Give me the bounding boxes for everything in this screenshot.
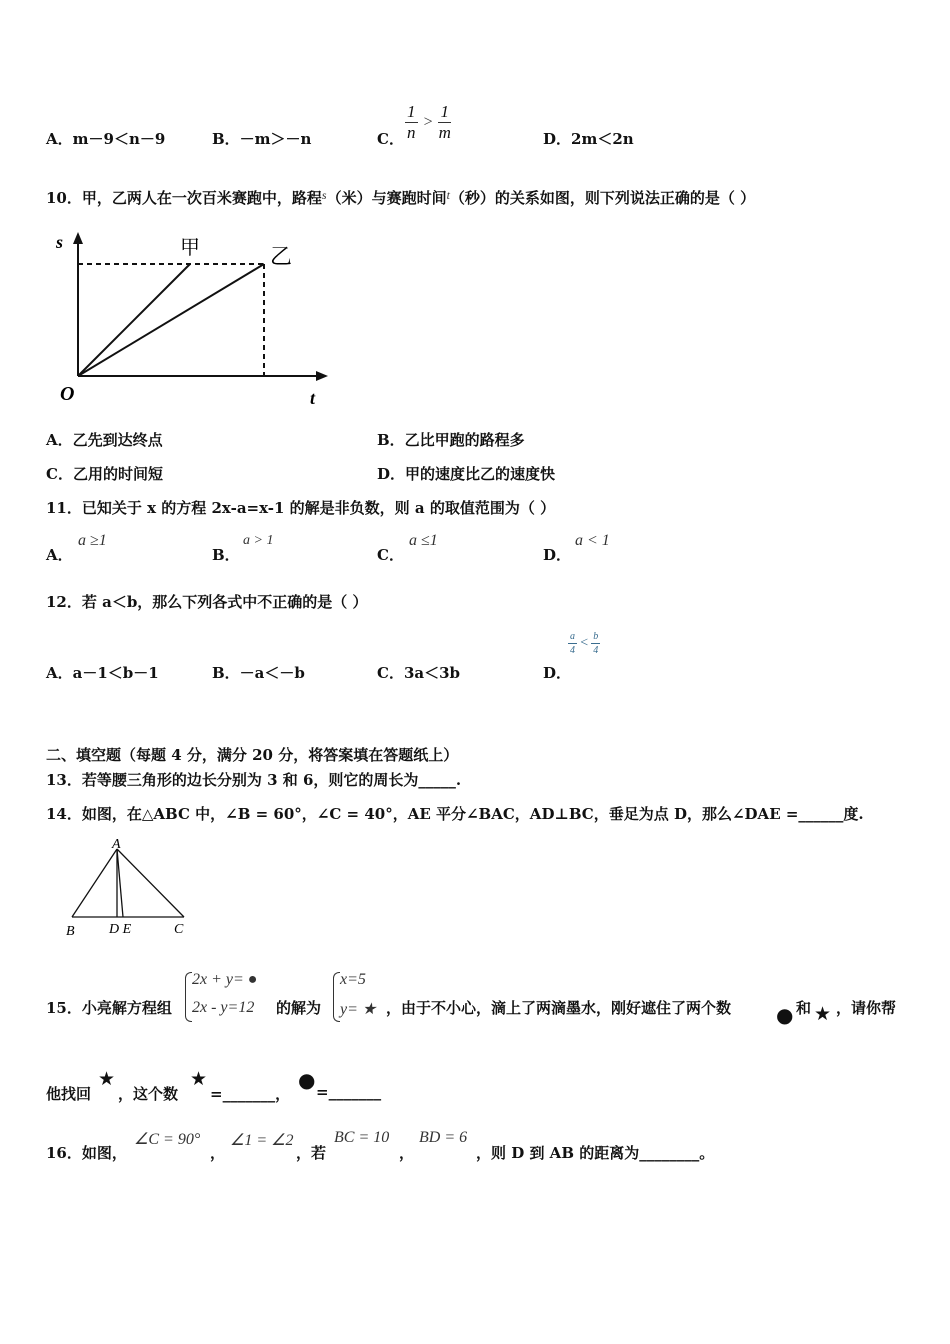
q12-d-den2: 4: [593, 645, 599, 656]
q11-option-b-expr: a > 1: [243, 533, 274, 548]
q10-stem-2: （米）与赛跑时间: [326, 189, 447, 207]
q15-line2-a: 他找回: [46, 1085, 92, 1103]
q15-rest: ，由于不小心，滴上了两滴墨水，刚好遮住了两个数: [386, 999, 732, 1017]
q12-option-b: B．－a＜－b: [212, 664, 305, 682]
q11-option-b-label: B．: [212, 546, 240, 564]
q11-stem: 11．已知关于 x 的方程 2x-a=x-1 的解是非负数，则 a 的取值范围为（ ）: [46, 499, 556, 517]
q14-label-de: D E: [109, 922, 132, 937]
q9-c-den2: m: [438, 123, 451, 142]
q14-label-a: A: [112, 837, 121, 852]
q14-label-c: C: [174, 922, 184, 937]
q16-expr3: BC = 10: [334, 1129, 390, 1146]
q10-line-yi: [78, 264, 264, 376]
q13-stem: 13．若等腰三角形的边长分别为 3 和 6，则它的周长为_____.: [46, 771, 462, 789]
q10-var-s: s: [321, 188, 327, 202]
q14-stem: 14．如图，在△ABC 中，∠B = 60°，∠C = 40°，AE 平分∠BAC，AD⊥BC，垂足为点 D，那么∠DAE =______度.: [46, 805, 864, 823]
q9-option-b: B．－m＞－n: [212, 130, 312, 148]
q9-option-c: C．: [377, 130, 404, 148]
q11-option-a-expr: a ≥1: [78, 532, 107, 549]
q12-d-lt: <: [580, 635, 589, 651]
q15-end: ，请你帮: [836, 999, 897, 1017]
q10-var-t: t: [446, 188, 450, 202]
q15-sol1: x=5: [340, 971, 366, 988]
q16-prefix: 16．如图，: [46, 1144, 127, 1162]
q15-line2-d: =_______: [316, 1083, 382, 1101]
q9-option-c-expression: [405, 102, 451, 143]
q15-solution-brace: [333, 972, 340, 1022]
q16-sep2: ，若: [296, 1144, 327, 1162]
q10-option-b: B．乙比甲跑的路程多: [377, 431, 525, 449]
q16-expr1: ∠C = 90°: [134, 1131, 201, 1148]
q10-label-t: t: [310, 388, 316, 408]
q15-sol2: y= ★: [340, 1001, 377, 1018]
q11-option-a-label: A．: [46, 546, 73, 564]
q15-dot-icon: ●: [776, 1003, 794, 1027]
q9-option-d: D．2m＜2n: [543, 130, 634, 148]
q16-expr4: BD = 6: [419, 1129, 468, 1146]
q15-eq1: 2x + y= ●: [192, 971, 258, 988]
section-heading: 二、填空题（每题 4 分，满分 20 分，将答案填在答题纸上）: [46, 746, 459, 764]
q11-option-c-label: C．: [377, 546, 404, 564]
q16-sep3: ，: [399, 1144, 415, 1162]
q11-option-c-expr: a ≤1: [409, 532, 438, 549]
q15-line2-c: =_______，: [210, 1085, 291, 1103]
q10-option-c: C．乙用的时间短: [46, 465, 163, 483]
q10-stem: [46, 187, 755, 208]
q9-c-gt: >: [422, 113, 434, 131]
q11-option-d-label: D．: [543, 546, 572, 564]
q10-option-d: D．甲的速度比乙的速度快: [377, 465, 556, 483]
q10-label-jia: 甲: [180, 237, 200, 259]
q10-line-jia: [78, 264, 190, 376]
q16-end: ，则 D 到 AB 的距离为________。: [476, 1144, 715, 1162]
q12-d-den1: 4: [570, 645, 575, 656]
q15-he: 和: [796, 999, 812, 1017]
q10-stem-1: 10．甲，乙两人在一次百米赛跑中，路程: [46, 189, 322, 207]
q10-label-s: s: [56, 232, 64, 252]
q9-option-a: A．m－9＜n－9: [46, 130, 166, 148]
q12-d-num2: b: [593, 631, 599, 642]
q14-label-b: B: [66, 924, 75, 939]
q10-label-o: O: [60, 383, 75, 405]
q12-option-d-label: D．: [543, 664, 572, 682]
q15-eq2: 2x - y=12: [192, 999, 255, 1016]
q9-c-num1: 1: [407, 102, 416, 121]
q15-line2-star2-icon: ★: [190, 1068, 208, 1090]
q12-option-d-expression: [568, 630, 600, 657]
q15-line2-star-icon: ★: [98, 1068, 116, 1090]
q15-line2-b: ，这个数: [118, 1085, 179, 1103]
q15-star-icon: ★: [814, 1003, 832, 1025]
q10-label-yi: 乙: [270, 244, 293, 269]
q12-option-c: C．3a＜3b: [377, 664, 461, 682]
q10-graph: [50, 228, 340, 408]
q12-option-a: A．a－1＜b－1: [46, 664, 159, 682]
q10-option-a: A．乙先到达终点: [46, 431, 163, 449]
q14-triangle-figure: [62, 835, 197, 943]
q15-system-brace: [185, 972, 192, 1022]
q15-prefix: 15．小亮解方程组: [46, 999, 172, 1017]
q15-mid: 的解为: [276, 999, 322, 1017]
q16-sep1: ，: [210, 1144, 226, 1162]
q12-d-num1: a: [570, 631, 575, 642]
q15-line2-dot-icon: ●: [298, 1068, 316, 1092]
q9-c-num2: 1: [440, 102, 449, 121]
q11-option-d-expr: a < 1: [575, 532, 610, 549]
q9-c-den1: n: [407, 123, 416, 142]
q12-stem: 12．若 a＜b，那么下列各式中不正确的是（ ）: [46, 593, 368, 611]
q16-expr2: ∠1 = ∠2: [230, 1132, 294, 1149]
q10-stem-3: （秒）的关系如图，则下列说法正确的是（ ）: [449, 189, 756, 207]
